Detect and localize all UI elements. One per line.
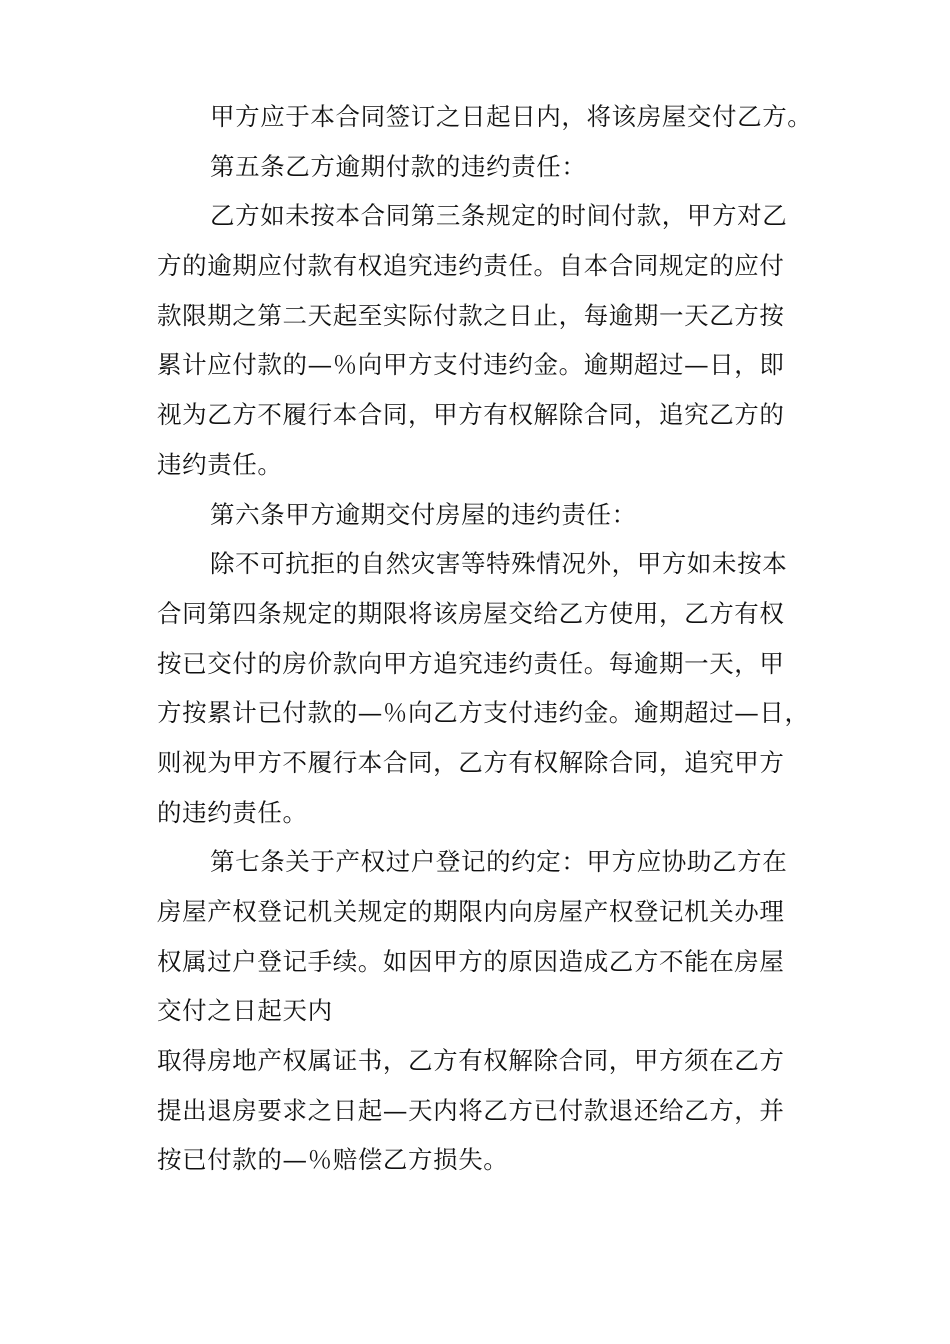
text-line: 视为乙方不履行本合同，甲方有权解除合同，追究乙方的 (157, 400, 785, 430)
text-line: 违约责任。 (157, 449, 283, 479)
text-line: 按已交付的房价款向甲方追究违约责任。每逾期一天，甲 (157, 648, 785, 678)
text-line: 方的逾期应付款有权追究违约责任。自本合同规定的应付 (157, 251, 785, 281)
text-line: 房屋产权登记机关规定的期限内向房屋产权登记机关办理 (157, 897, 785, 926)
clause-heading-5: 第五条乙方逾期付款的违约责任： (210, 151, 587, 181)
clause-heading-7: 第七条关于产权过户登记的约定：甲方应协助乙方在 (210, 847, 788, 877)
text-line: 甲方应于本合同签订之日起日内，将该房屋交付乙方。 (210, 102, 813, 131)
text-line: 提出退房要求之日起—天内将乙方已付款退还给乙方，并 (157, 1095, 785, 1125)
text-line: 除不可抗拒的自然灾害等特殊情况外，甲方如未按本 (210, 549, 788, 579)
text-line: 交付之日起天内 (157, 996, 333, 1026)
text-line: 款限期之第二天起至实际付款之日止，每逾期一天乙方按 (157, 300, 785, 330)
text-line: 权属过户登记手续。如因甲方的原因造成乙方不能在房屋 (157, 946, 785, 976)
text-line: 按已付款的—％赔偿乙方损失。 (157, 1145, 509, 1175)
text-line: 方按累计已付款的—％向乙方支付违约金。逾期超过—日， (157, 698, 810, 728)
text-line: 的违约责任。 (157, 797, 308, 827)
text-line: 乙方如未按本合同第三条规定的时间付款，甲方对乙 (210, 201, 788, 231)
text-line: 累计应付款的—％向甲方支付违约金。逾期超过—日，即 (157, 350, 785, 380)
text-line: 合同第四条规定的期限将该房屋交给乙方使用，乙方有权 (157, 598, 785, 628)
document-body (157, 92, 813, 1185)
text-line: 取得房地产权属证书，乙方有权解除合同，甲方须在乙方 (157, 1046, 785, 1076)
clause-heading-6: 第六条甲方逾期交付房屋的违约责任： (210, 499, 637, 529)
text-line: 则视为甲方不履行本合同，乙方有权解除合同，追究甲方 (157, 747, 785, 777)
